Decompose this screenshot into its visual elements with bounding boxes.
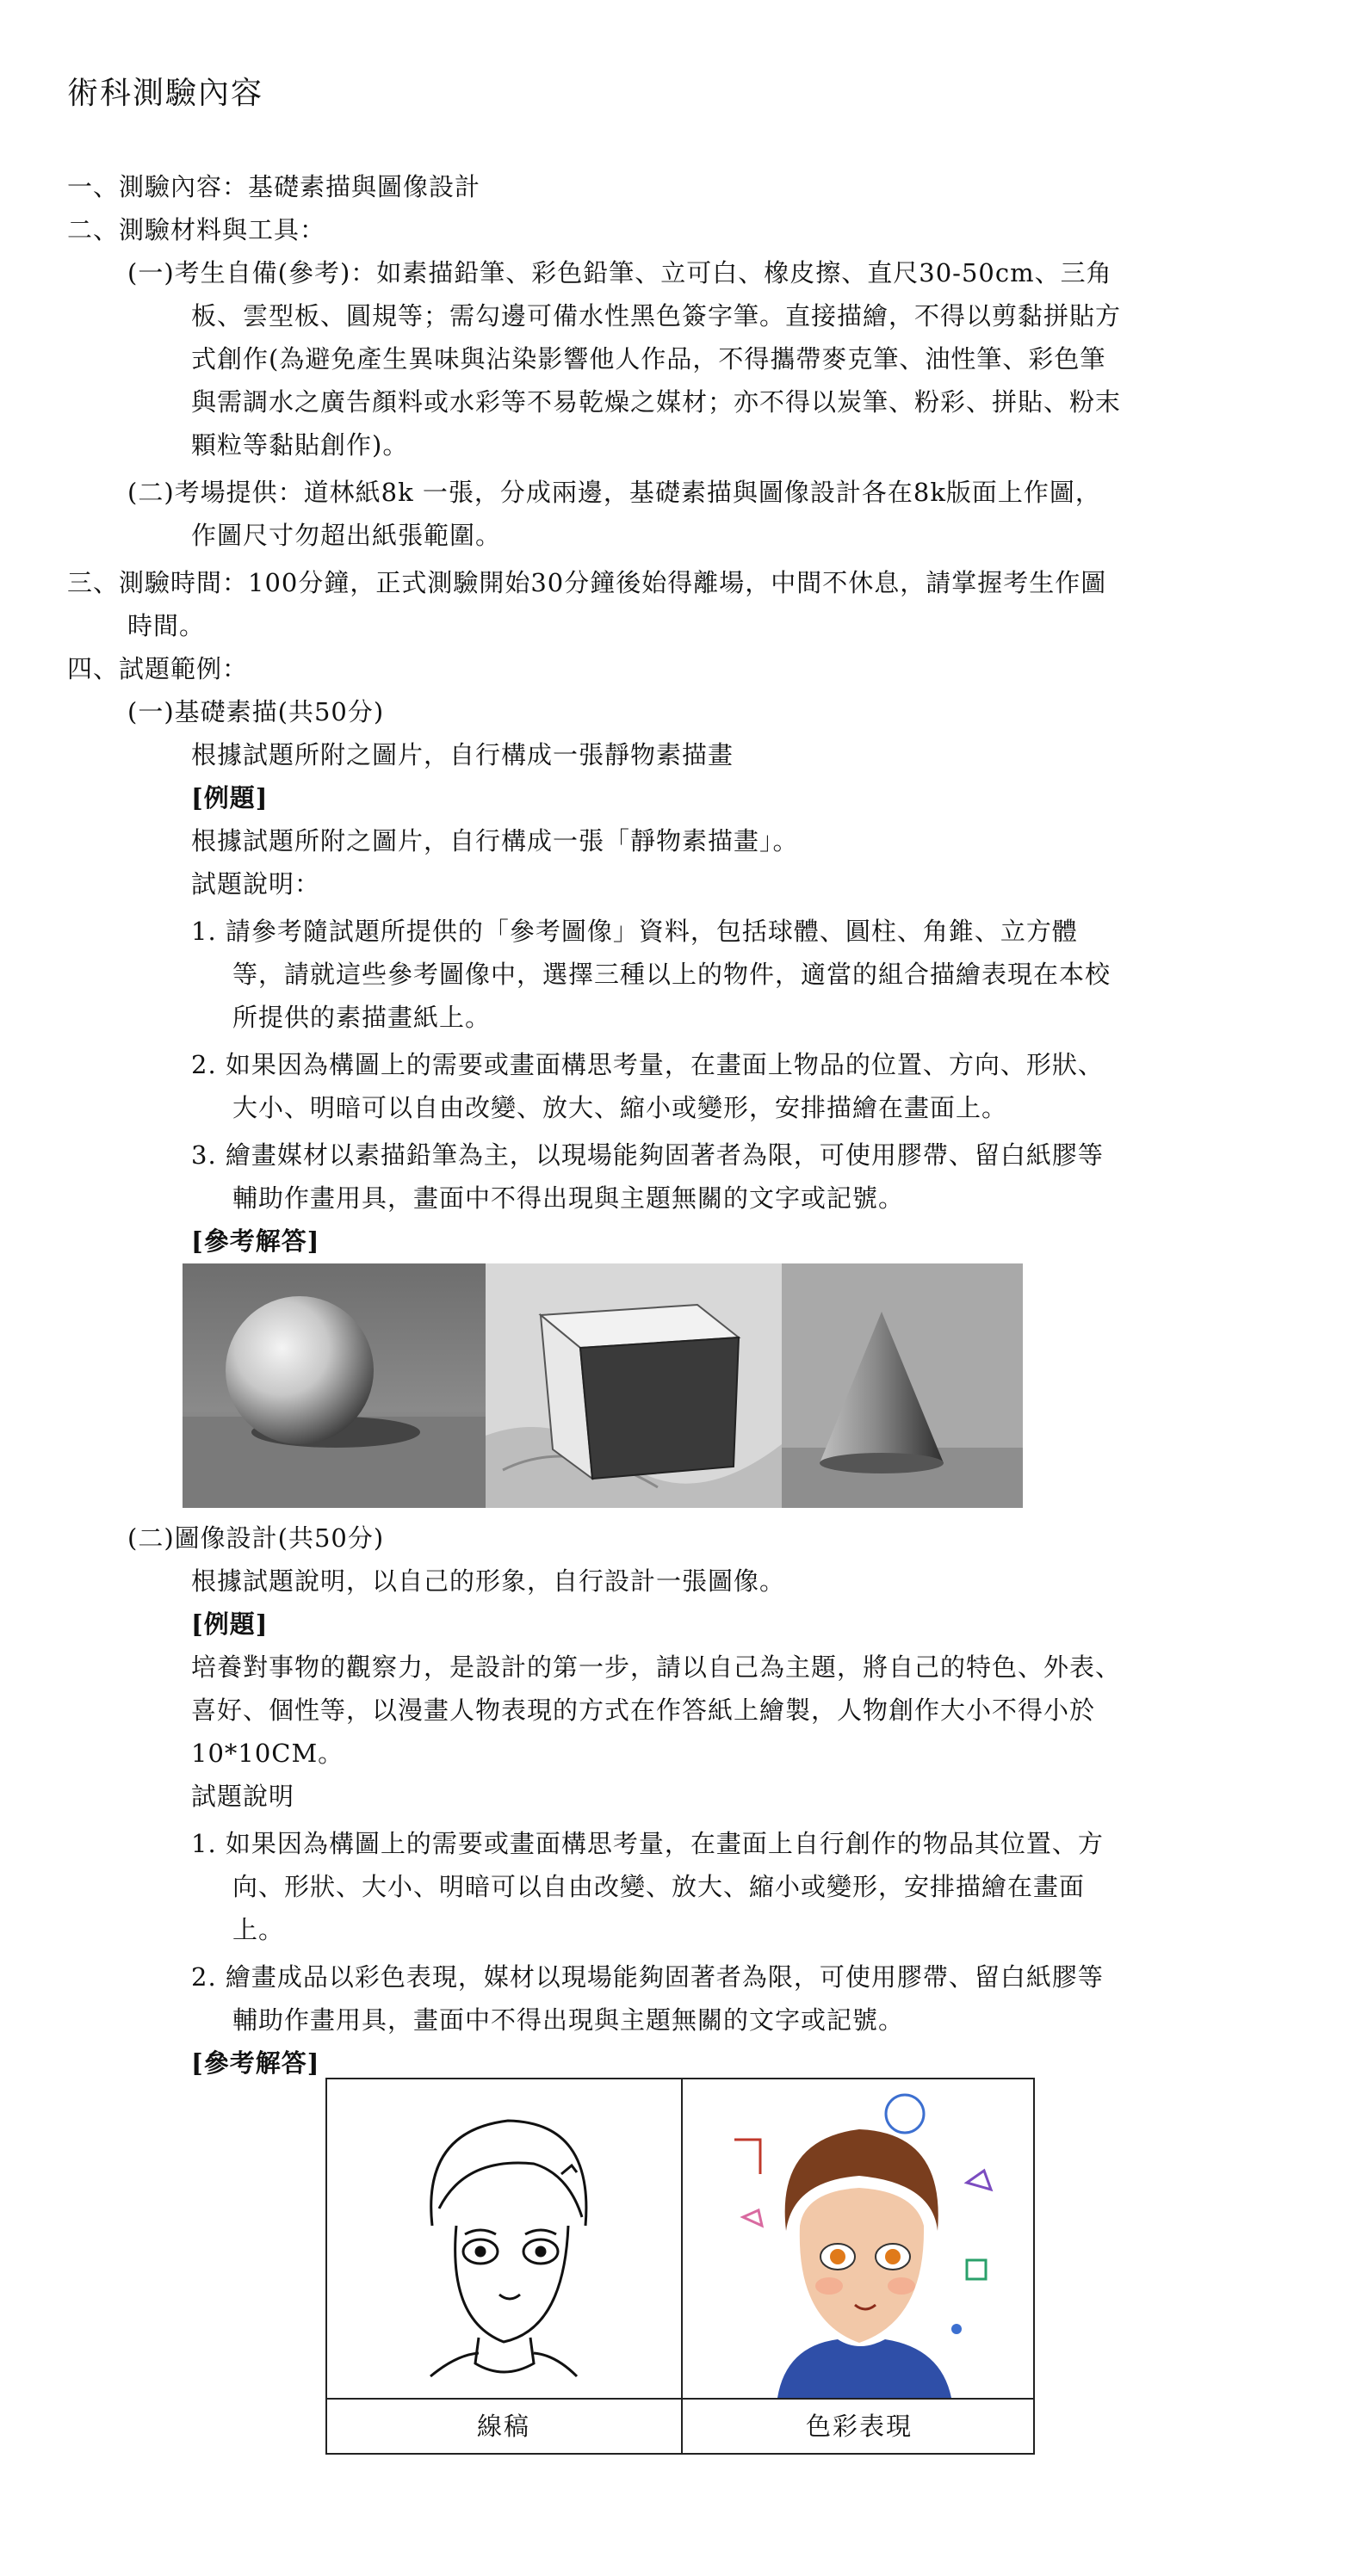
- section-2-1-cont: 顆粒等黏貼創作)。: [191, 430, 409, 460]
- design-instruction-2: 2. 繪畫成品以彩色表現，媒材以現場能夠固著者為限，可使用膠帶、留白紙膠等: [191, 1962, 1104, 1992]
- sphere-drawing: [183, 1263, 486, 1508]
- instruction-2-cont: 大小、明暗可以自由改變、放大、縮小或變形，安排描繪在畫面上。: [232, 1093, 1008, 1122]
- section-2-2-cont: 作圖尺寸勿超出紙張範圍。: [191, 521, 502, 550]
- instruction-3: 3. 繪畫媒材以素描鉛筆為主，以現場能夠固著者為限，可使用膠帶、留白紙膠等: [191, 1140, 1104, 1170]
- section-2-2: (二)考場提供：道林紙8k 一張，分成兩邊，基礎素描與圖像設計各在8k版面上作圖，: [127, 478, 1101, 507]
- caption-color: 色彩表現: [805, 2412, 913, 2441]
- section-2: 二、測驗材料與工具：: [67, 215, 326, 244]
- example-text-2: 培養對事物的觀察力，是設計的第一步，請以自己為主題，將自己的特色、外表、: [191, 1652, 1122, 1682]
- section-1: 一、測驗內容：基礎素描與圖像設計: [67, 172, 481, 201]
- instructions-heading: 試題說明：: [191, 869, 321, 899]
- cone-drawing: [782, 1263, 1023, 1508]
- instruction-1-cont: 等，請就這些參考圖像中，選擇三種以上的物件，適當的組合描繪表現在本校: [232, 960, 1111, 989]
- section-3-cont: 時間。: [127, 611, 206, 640]
- caption-line-art: 線稿: [476, 2412, 530, 2441]
- page-title: 術科測驗內容: [67, 76, 264, 111]
- example-heading: [例題]: [191, 783, 269, 812]
- design-instruction-1: 1. 如果因為構圖上的需要或畫面構思考量，在畫面上自行創作的物品其位置、方: [191, 1829, 1104, 1858]
- sketch-reference-photos: [183, 1263, 1023, 1508]
- section-4: 四、試題範例：: [67, 654, 249, 683]
- cube-drawing: [486, 1263, 782, 1508]
- section-2-1: (一)考生自備(參考)：如素描鉛筆、彩色鉛筆、立可白、橡皮擦、直尺30-50cm、三角: [127, 258, 1112, 287]
- example-heading-2: [例題]: [191, 1609, 269, 1639]
- reference-answer-heading-2: [參考解答]: [191, 2048, 320, 2078]
- instruction-1: 1. 請參考隨試題所提供的「參考圖像」資料，包括球體、圓柱、角錐、立方體: [191, 917, 1078, 946]
- instruction-2: 2. 如果因為構圖上的需要或畫面構思考量，在畫面上物品的位置、方向、形狀、: [191, 1050, 1104, 1079]
- design-instruction-2-cont: 輔助作畫用具，畫面中不得出現與主題無關的文字或記號。: [232, 2005, 905, 2035]
- example-text: 根據試題所附之圖片，自行構成一張「靜物素描畫」。: [191, 826, 799, 856]
- example-text-2-cont: 10*10CM。: [191, 1739, 344, 1768]
- section-2-1-cont: 式創作(為避免產生異味與沾染影響他人作品，不得攜帶麥克筆、油性筆、彩色筆: [191, 344, 1106, 374]
- reference-answer-heading: [參考解答]: [191, 1226, 320, 1256]
- design-instruction-1-cont: 向、形狀、大小、明暗可以自由改變、放大、縮小或變形，安排描繪在畫面: [232, 1872, 1086, 1901]
- instructions-heading-2: 試題說明: [191, 1782, 295, 1811]
- design-intro: 根據試題說明，以自己的形象，自行設計一張圖像。: [191, 1566, 786, 1596]
- line-art-drawing: [327, 2079, 680, 2398]
- answer-table: [325, 2078, 1035, 2455]
- section-2-1-cont: 與需調水之廣告顏料或水彩等不易乾燥之媒材；亦不得以炭筆、粉彩、拼貼、粉末: [191, 387, 1122, 417]
- instruction-3-cont: 輔助作畫用具，畫面中不得出現與主題無關的文字或記號。: [232, 1183, 905, 1213]
- example-text-2-cont: 喜好、個性等，以漫畫人物表現的方式在作答紙上繪製，人物創作大小不得小於: [191, 1696, 1096, 1725]
- instruction-1-cont: 所提供的素描畫紙上。: [232, 1003, 492, 1032]
- section-4-1: (一)基礎素描(共50分): [127, 697, 385, 726]
- design-instruction-1-cont: 上。: [232, 1915, 285, 1944]
- color-drawing: [683, 2079, 1036, 2398]
- section-4-2: (二)圖像設計(共50分): [127, 1523, 385, 1553]
- section-3: 三、測驗時間：100分鐘，正式測驗開始30分鐘後始得離場，中間不休息，請掌握考生作圖: [67, 568, 1107, 597]
- sketch-intro: 根據試題所附之圖片，自行構成一張靜物素描畫: [191, 740, 734, 769]
- section-2-1-cont: 板、雲型板、圓規等；需勾邊可備水性黑色簽字筆。直接描繪，不得以剪黏拼貼方: [191, 301, 1122, 330]
